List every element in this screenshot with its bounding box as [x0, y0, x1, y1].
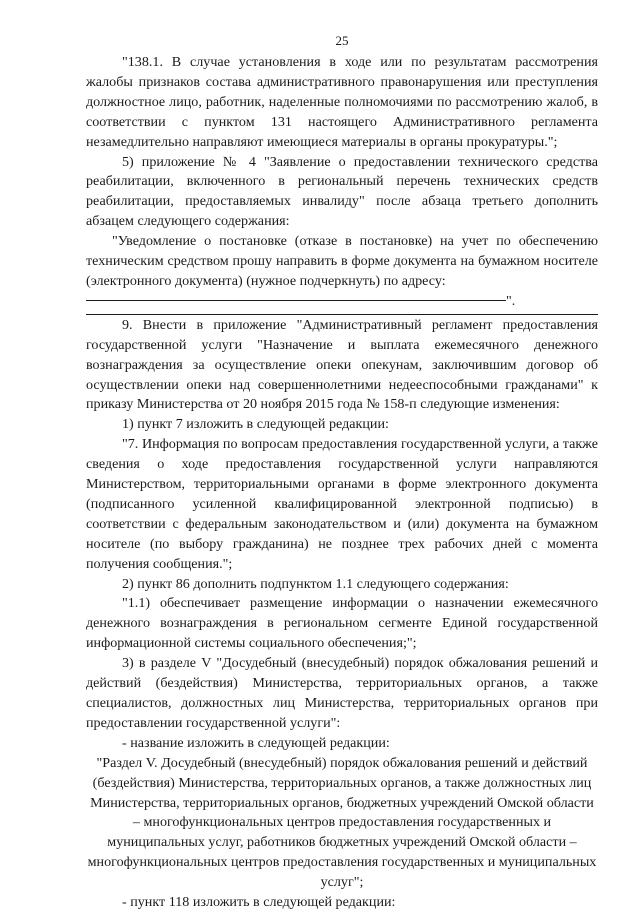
paragraph-notification: "Уведомление о постановке (отказе в постановке) на учет по обеспечению техническим средством прошу направить в форме документа на бумажном носителе (электронного документа) (нужное подчеркнуть) по адресу: — [86, 233, 598, 289]
closing-quote: ". — [506, 293, 516, 309]
paragraph-138-1: "138.1. В случае установления в ходе или по результатам рассмотрения жалобы признаков состава административного правонарушения или преступления должностное лицо, работник, наделенные полномочиями по рассмотрению жалоб, в соответствии с пунктом 131 настоящего Административного регламента незамедлительно направляют имеющиеся материалы в органы прокуратуры."; — [86, 54, 598, 150]
paragraph-subitem-1: 1) пункт 7 изложить в следующей редакции: — [122, 416, 389, 433]
paragraph-subitem-2: 2) пункт 86 дополнить подпунктом 1.1 следующего содержания: — [122, 575, 509, 592]
paragraph-item-5: 5) приложение № 4 "Заявление о предоставлении технического средства реабилитации, включенного в региональный перечень технических средств реабилитации, предоставляемых инвалиду" после абзаца третьего дополнить абзацем следующего содержания: — [86, 153, 598, 230]
page-number: 25 — [335, 33, 349, 48]
paragraph-point-1-1: "1.1) обеспечивает размещение информации о назначении ежемесячного денежного вознаграждения в региональном сегменте Единой государственной информационной системы социального обеспечения;"; — [86, 595, 598, 652]
paragraph-section-v-title: "Раздел V. Досудебный (внесудебный) порядок обжалования решений и действий (бездействия) Министерства, территориальных органов, а также должностных лиц Министерства, территориальных органов, бюджетных учреждений Омской области – многофункциональных центров предоставления государственных и муниципальных услуг, работников бюджетных учреждений Омской области – многофункциональных центров предоставления государственных и муниципальных услуг"; — [87, 754, 597, 891]
paragraph-point-7: "7. Информация по вопросам предоставления государственной услуги, а также сведения о ходе предоставления государственной услуги направляются Министерством, территориальными органами в форме электронного документа (подписанного усиленной квалифицированной электронной подписью) в соответствии с федеральным законодательством и (или) документа на бумажном носителе (по выбору гражданина) не позднее трех рабочих дней с момента получения сообщения."; — [86, 436, 598, 572]
paragraph-title-change: - название изложить в следующей редакции: — [122, 734, 390, 751]
address-blank-line — [86, 292, 598, 312]
paragraph-subitem-3: 3) в разделе V "Досудебный (внесудебный) порядок обжалования решений и действий (бездействия) Министерства, территориальных органов, а также специалистов, должностных лиц Министерства, территориальных органов при предоставлении государственной услуги": — [86, 655, 598, 731]
paragraph-point-118: - пункт 118 изложить в следующей редакции: — [122, 894, 396, 911]
address-blank — [86, 300, 506, 301]
paragraph-item-9: 9. Внести в приложение "Административный регламент предоставления государственной услуги "Назначение и выплата ежемесячного денежного вознаграждения за осуществление опеки опекунам, заключившим договор об осуществлении опеки над совершеннолетними недееспособными гражданами" к приказу Министерства от 20 ноября 2015 года № 158-п следующие изменения: — [86, 316, 598, 413]
separator-rule — [86, 314, 598, 315]
